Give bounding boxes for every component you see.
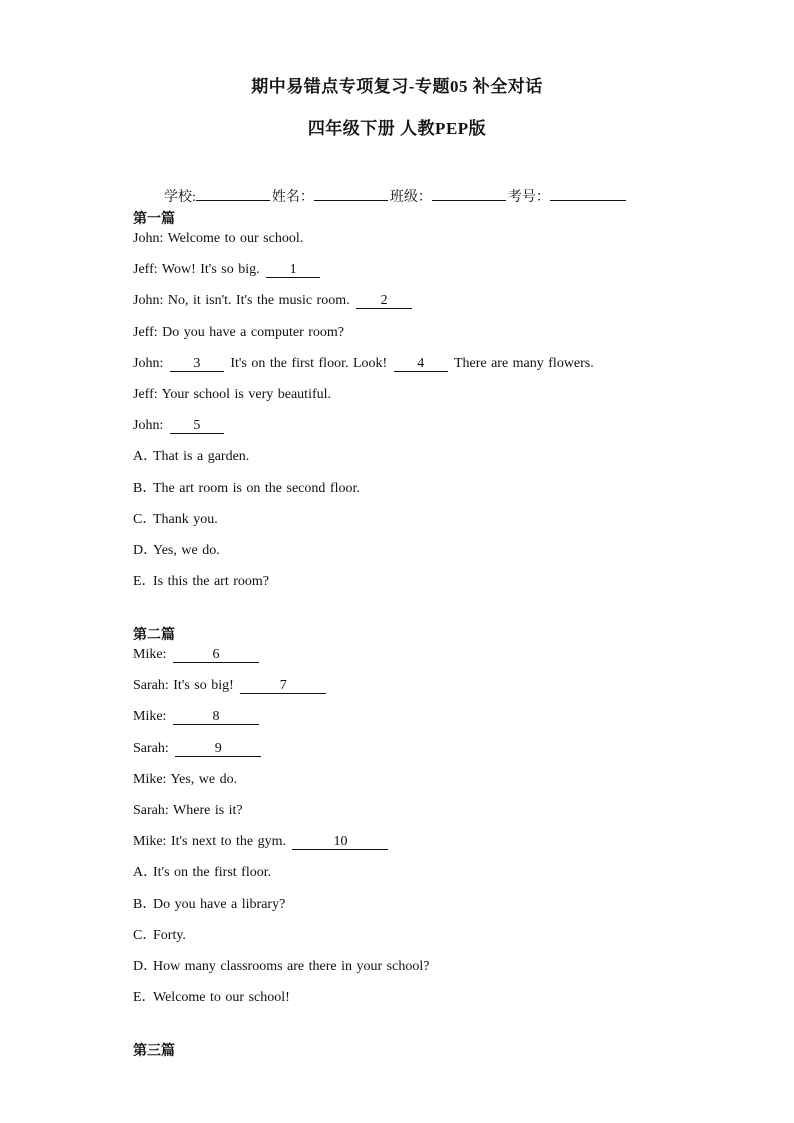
dialogue-line bbox=[133, 646, 693, 677]
answer-blank-5[interactable]: 5 bbox=[170, 418, 224, 434]
exam-number-label: 考号： bbox=[507, 190, 550, 205]
name-blank[interactable] bbox=[314, 186, 388, 201]
dialogue-line bbox=[133, 677, 693, 708]
option-letter: C． bbox=[133, 927, 157, 943]
option-item bbox=[133, 511, 693, 542]
option-item bbox=[133, 542, 693, 573]
option-item bbox=[133, 958, 693, 989]
dialogue-text: Your school is very beautiful. bbox=[161, 386, 332, 402]
dialogue-line bbox=[133, 261, 693, 292]
section-3 bbox=[133, 1040, 693, 1062]
answer-blank-7[interactable]: 7 bbox=[240, 678, 326, 694]
option-text: Is this the art room? bbox=[153, 574, 269, 590]
section-heading: 第三篇 bbox=[133, 1044, 175, 1059]
dialogue-line bbox=[133, 292, 693, 323]
school-blank[interactable] bbox=[196, 186, 270, 201]
speaker: John: bbox=[133, 293, 164, 309]
speaker: John: bbox=[133, 231, 164, 246]
option-letter: B． bbox=[133, 480, 157, 496]
section-1 bbox=[133, 208, 693, 604]
answer-blank-2[interactable]: 2 bbox=[356, 293, 412, 309]
dialogue-line bbox=[133, 833, 693, 864]
option-letter: D． bbox=[133, 958, 158, 974]
dialogue-line bbox=[133, 324, 693, 355]
option-text: Yes, we do. bbox=[153, 542, 220, 558]
option-letter: A． bbox=[133, 449, 158, 465]
option-text: The art room is on the second floor. bbox=[153, 480, 360, 496]
section-heading: 第二篇 bbox=[133, 628, 175, 643]
option-item bbox=[133, 480, 693, 511]
section-heading: 第一篇 bbox=[133, 212, 175, 227]
speaker: Sarah: bbox=[133, 802, 169, 818]
option-item bbox=[133, 573, 693, 604]
dialogue-text: There are many flowers. bbox=[453, 355, 594, 371]
option-letter: A． bbox=[133, 865, 158, 881]
dialogue-line bbox=[133, 417, 693, 448]
dialogue-text: Yes, we do. bbox=[170, 771, 238, 787]
section-2 bbox=[133, 624, 693, 1020]
speaker: Jeff: bbox=[133, 262, 158, 278]
speaker: Mike: bbox=[133, 709, 167, 725]
answer-blank-8[interactable]: 8 bbox=[173, 709, 259, 725]
option-text: Do you have a library? bbox=[153, 896, 286, 912]
dialogue-text: Wow! It's so big. bbox=[161, 262, 260, 278]
dialogue-text: Do you have a computer room? bbox=[162, 324, 345, 340]
school-label: 学校: bbox=[164, 190, 196, 205]
dialogue-line bbox=[133, 771, 693, 802]
dialogue-text: Welcome to our school. bbox=[167, 231, 304, 246]
answer-blank-4[interactable]: 4 bbox=[394, 356, 448, 372]
student-info-row bbox=[164, 186, 628, 206]
exam-number-blank[interactable] bbox=[550, 186, 626, 201]
option-text: Forty. bbox=[153, 927, 186, 943]
speaker: Jeff: bbox=[133, 386, 158, 402]
class-blank[interactable] bbox=[432, 186, 506, 201]
speaker: Mike: bbox=[133, 834, 167, 850]
option-item bbox=[133, 896, 693, 927]
option-text: Thank you. bbox=[153, 511, 218, 527]
dialogue-text: It's on the first floor. Look! bbox=[230, 355, 388, 371]
speaker: Mike: bbox=[133, 647, 167, 662]
option-item bbox=[133, 864, 693, 895]
dialogue-line bbox=[133, 708, 693, 739]
answer-blank-3[interactable]: 3 bbox=[170, 356, 224, 372]
dialogue-text: It's next to the gym. bbox=[170, 834, 286, 850]
dialogue-line bbox=[133, 355, 693, 386]
option-text: Welcome to our school! bbox=[153, 990, 290, 1006]
speaker: Sarah: bbox=[133, 740, 169, 756]
answer-blank-1[interactable]: 1 bbox=[266, 262, 320, 278]
option-text: It's on the first floor. bbox=[153, 865, 272, 881]
option-letter: B． bbox=[133, 896, 157, 912]
option-letter: C． bbox=[133, 511, 157, 527]
document-subtitle: 四年级下册 人教PEP版 bbox=[307, 119, 487, 138]
option-text: That is a garden. bbox=[153, 449, 250, 465]
option-letter: D． bbox=[133, 542, 158, 558]
option-text: How many classrooms are there in your school? bbox=[153, 958, 430, 974]
option-letter: E． bbox=[133, 574, 156, 590]
document-title: 期中易错点专项复习-专题05 补全对话 bbox=[251, 77, 543, 96]
option-item bbox=[133, 989, 693, 1020]
dialogue-line bbox=[133, 230, 693, 261]
answer-blank-6[interactable]: 6 bbox=[173, 647, 259, 663]
answer-blank-10[interactable]: 10 bbox=[292, 834, 388, 850]
answer-blank-9[interactable]: 9 bbox=[175, 741, 261, 757]
speaker: Jeff: bbox=[133, 324, 158, 340]
dialogue-text: Where is it? bbox=[173, 802, 243, 818]
dialogue-text: It's so big! bbox=[173, 678, 234, 694]
option-letter: E． bbox=[133, 990, 156, 1006]
option-item bbox=[133, 448, 693, 479]
speaker: John: bbox=[133, 355, 164, 371]
dialogue-line bbox=[133, 386, 693, 417]
dialogue-line bbox=[133, 740, 693, 771]
speaker: John: bbox=[133, 418, 164, 434]
dialogue-line bbox=[133, 802, 693, 833]
speaker: Mike: bbox=[133, 771, 167, 787]
option-item bbox=[133, 927, 693, 958]
name-label: 姓名： bbox=[271, 190, 314, 205]
class-label: 班级： bbox=[389, 190, 432, 205]
dialogue-text: No, it isn't. It's the music room. bbox=[167, 293, 350, 309]
speaker: Sarah: bbox=[133, 678, 169, 694]
